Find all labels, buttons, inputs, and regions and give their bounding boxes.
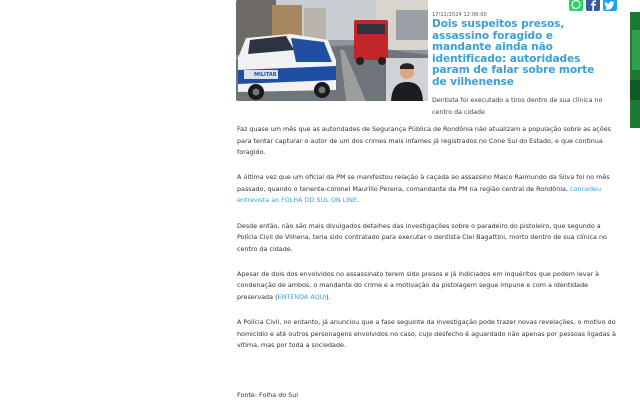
facebook-share-button[interactable] bbox=[585, 0, 601, 11]
paragraph-2-end: . bbox=[357, 196, 360, 205]
whatsapp-icon bbox=[569, 0, 583, 11]
twitter-share-button[interactable] bbox=[602, 0, 618, 11]
paragraph-1: Faz quase um mês que as autoridades de Segurança Pública de Rondônia não atualizam a população sobre as ações para tentar capturar o autor de um dos crimes mais infames já registrados no Cone Sul do Estado, e que continua foragido. bbox=[237, 125, 611, 157]
facebook-icon bbox=[586, 0, 600, 11]
article-subtitle: Dentista foi executado a tiros dentro de sua clínica no centro da cidade bbox=[432, 97, 603, 116]
photo-vehicle-label: MILITAR bbox=[254, 72, 277, 78]
share-bar bbox=[568, 0, 618, 11]
understand-here-link[interactable]: ENTENDA AQUI bbox=[277, 293, 327, 302]
article-body bbox=[237, 124, 617, 365]
paragraph-4-text: Apesar de dois dos envolvidos no assassinato terem sido presos e já indiciados em inquéritos que podem levar à condenação de ambos, o mandante do crime e a motivação da pistolagem segue impune e com a identidade preservada ( bbox=[237, 269, 600, 302]
side-ad-strip bbox=[628, 0, 640, 128]
whatsapp-share-button[interactable] bbox=[568, 0, 584, 11]
interview-link[interactable]: concedeu entrevista ao FOLHA DO SUL ON LINE bbox=[237, 184, 601, 205]
paragraph-5: A Polícia Civil, no entanto, já anunciou que a fase seguinte da investigação pode trazer novas revelações, o motivo do homicídio e até outros personagens envolvidos no caso, cujo desfecho é aguardado não apenas por pessoas ligadas à vítima, mas por toda a sociedade. bbox=[237, 318, 616, 350]
article-headline: Dois suspeitos presos, assassino foragido e mandante ainda não identificado: autoridades param de falar sobre morte de vilhenense bbox=[432, 18, 595, 88]
paragraph-2 bbox=[237, 172, 617, 207]
paragraph-4-end: ). bbox=[326, 293, 331, 302]
article-date: 17/11/2024 12:08:00 bbox=[432, 12, 487, 18]
article-source: Fonte: Folha do Sul bbox=[237, 391, 299, 399]
twitter-icon bbox=[603, 0, 617, 11]
paragraph-3: Desde então, não são mais divulgados detalhes das investigações sobre o paradeiro do pistoleiro, que segundo a Polícia Civil de Vilhena, teria sido contratado para executar o dentista Clei Bagattini, morto dentro de sua clínica no centro da cidade. bbox=[237, 221, 607, 253]
article-photo bbox=[236, 0, 428, 101]
paragraph-2-text: A última vez que um oficial da PM se manifestou relação à caçada ao assassino Maico Raimundo da Silva foi no mês passado, quando o tenente-coronel Maurílio Pereira, comandante da PM na região central de Rondônia, bbox=[237, 173, 610, 193]
paragraph-4 bbox=[237, 269, 617, 304]
